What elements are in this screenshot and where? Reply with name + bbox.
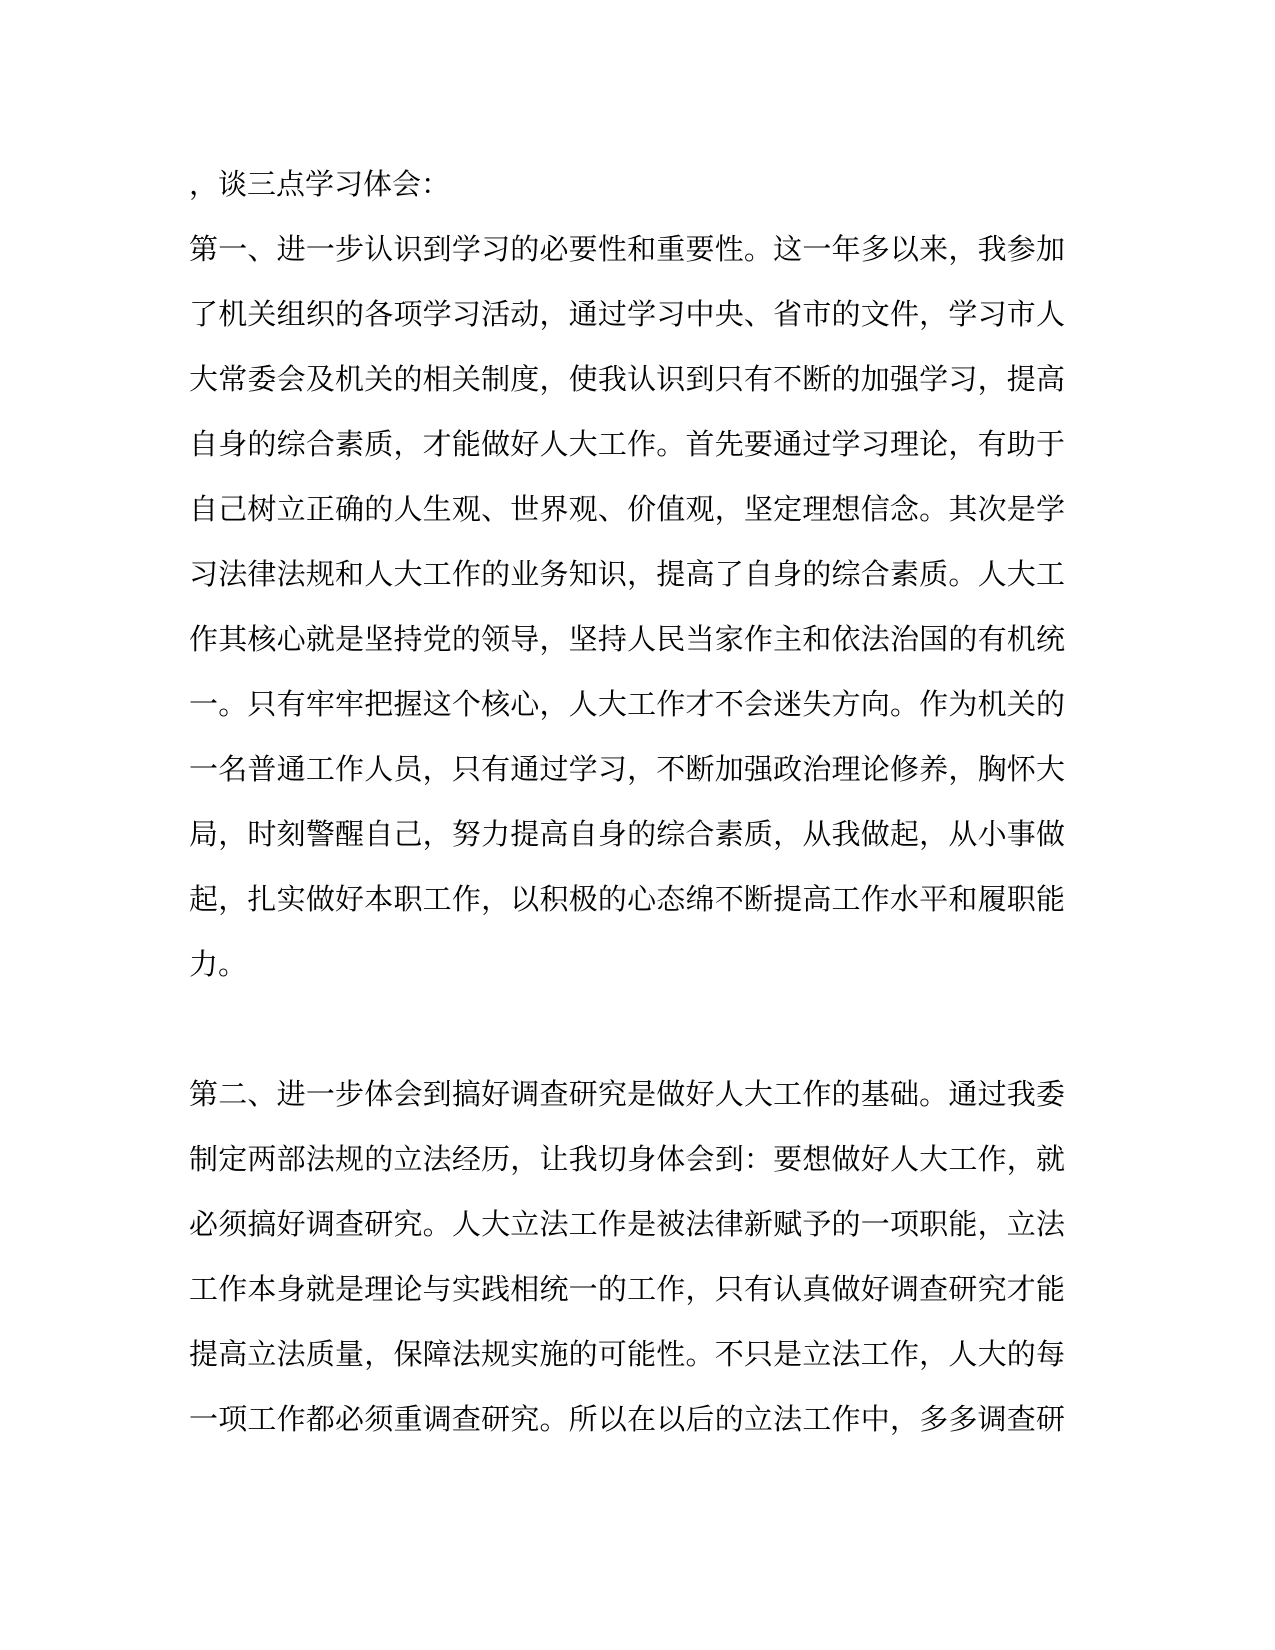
text-line: 一名普通工作人员，只有通过学习，不断加强政治理论修养，胸怀大 (189, 752, 1065, 786)
text-line: 力。 (189, 947, 248, 981)
paragraph-second-point (189, 1062, 1065, 1452)
text-line: 习法律法规和人大工作的业务知识，提高了自身的综合素质。人大工 (189, 557, 1065, 591)
document-body (189, 152, 1065, 1452)
text-line: 必须搞好调查研究。人大立法工作是被法律新赋予的一项职能，立法 (189, 1207, 1065, 1241)
text-line: 一。只有牢牢把握这个核心，人大工作才不会迷失方向。作为机关的 (189, 687, 1065, 721)
text-line: 一项工作都必须重调查研究。所以在以后的立法工作中，多多调查研 (189, 1402, 1065, 1436)
paragraph-first-point (189, 217, 1065, 997)
intro-line: ，谈三点学习体会： (189, 167, 451, 201)
text-line: 作其核心就是坚持党的领导，坚持人民当家作主和依法治国的有机统 (189, 622, 1065, 656)
text-line: 局，时刻警醒自己，努力提高自身的综合素质，从我做起，从小事做 (189, 817, 1065, 851)
text-line: 第二、进一步体会到搞好调查研究是做好人大工作的基础。通过我委 (189, 1077, 1065, 1111)
intro-paragraph (189, 152, 1065, 217)
text-line: 自己树立正确的人生观、世界观、价值观，坚定理想信念。其次是学 (189, 492, 1065, 526)
paragraph-spacer (189, 997, 1065, 1062)
text-line: 起，扎实做好本职工作，以积极的心态绵不断提高工作水平和履职能 (189, 882, 1065, 916)
text-line: 自身的综合素质，才能做好人大工作。首先要通过学习理论，有助于 (189, 427, 1065, 461)
text-line: 大常委会及机关的相关制度，使我认识到只有不断的加强学习，提高 (189, 362, 1065, 396)
text-line: 制定两部法规的立法经历，让我切身体会到：要想做好人大工作，就 (189, 1142, 1065, 1176)
text-line: 工作本身就是理论与实践相统一的工作，只有认真做好调查研究才能 (189, 1272, 1065, 1306)
text-line: 提高立法质量，保障法规实施的可能性。不只是立法工作，人大的每 (189, 1337, 1065, 1371)
text-line: 第一、进一步认识到学习的必要性和重要性。这一年多以来，我参加 (189, 232, 1065, 266)
text-line: 了机关组织的各项学习活动，通过学习中央、省市的文件，学习市人 (189, 297, 1065, 331)
